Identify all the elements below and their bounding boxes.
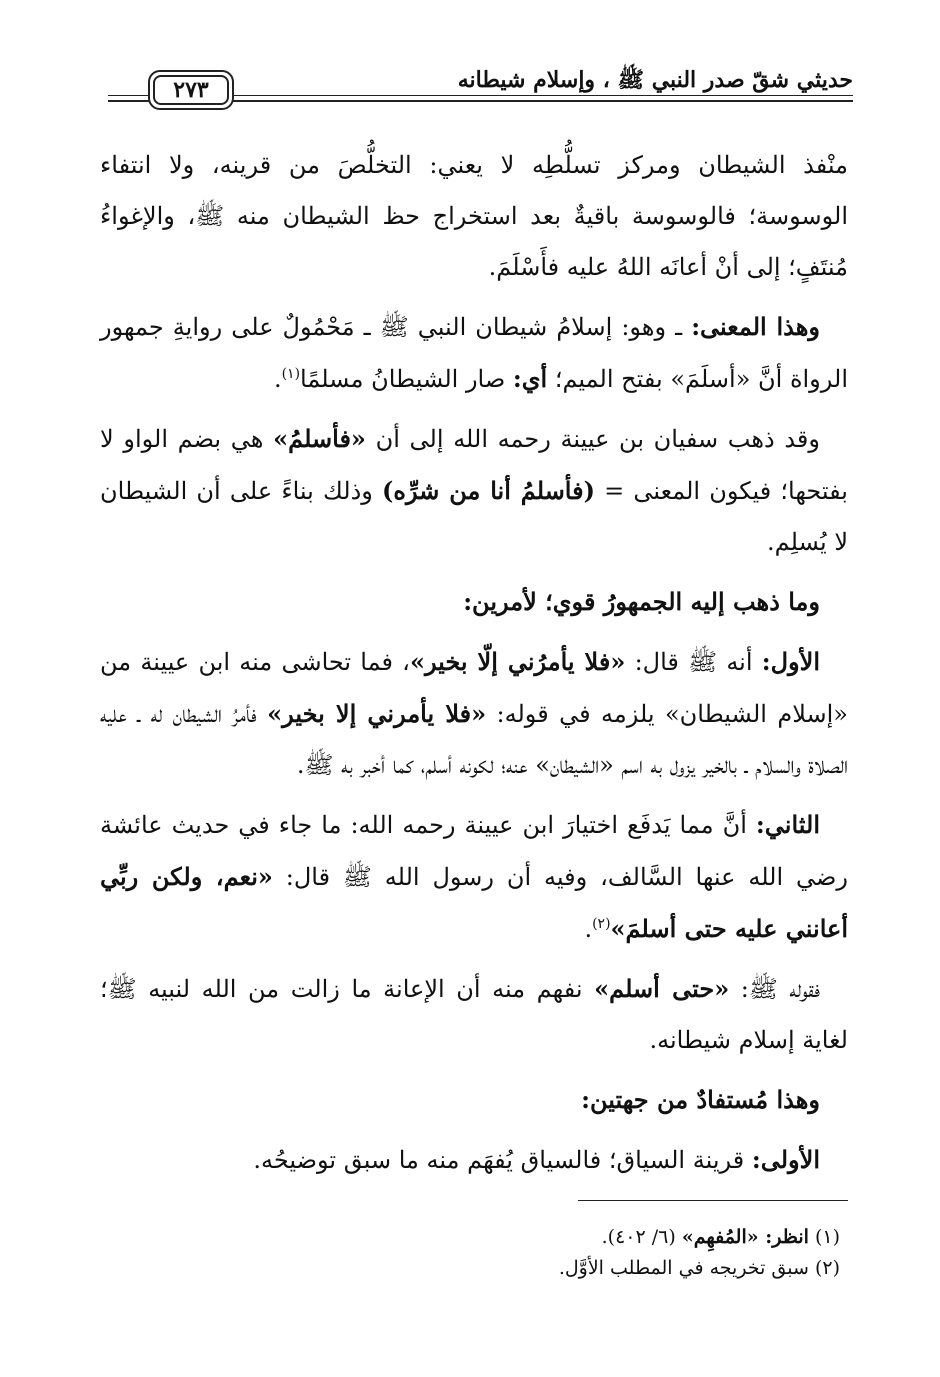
text-run: صار الشيطانُ مسلمًا bbox=[300, 365, 513, 393]
text-run: منْفذ الشيطان ومركز تسلُّطِه لا يعني: التخلُّصَ من قرينه، ولا انتفاء الوسوسة؛ فالوسوسة باقيةٌ بعد استخراج حظ الشيطان منه ﷺ، والإغواءُ مُنتَفٍ؛ إلى أنْ أعانَه اللهُ عليه فأَسْلَمَ. bbox=[100, 151, 848, 281]
footnote-text: (٦/ ٤٠٢). bbox=[601, 1226, 682, 1248]
text-run: وذلك بناءً على أن الشيطان لا يُسلِم. bbox=[100, 477, 848, 556]
page-number-frame bbox=[148, 70, 234, 110]
paragraph bbox=[100, 636, 848, 791]
text-run: . bbox=[273, 365, 282, 393]
footnote-number: (٢) bbox=[808, 1257, 840, 1279]
bold-run: وهذا مُستفادٌ من جهتين: bbox=[581, 1085, 820, 1114]
bold-run: الأولى: bbox=[751, 1145, 820, 1174]
text-run: هي بضم الواو لا بفتحها؛ فيكون المعنى = bbox=[100, 425, 848, 505]
bold-run: «فلا يأمرُني إلّا بخير» bbox=[409, 647, 626, 676]
text-run: فأمرُ الشيطان له ـ عليه الصلاة والسلام ـ بالخير يزول به اسم «الشيطان» عنه؛ لكونه أسلم، كما أخبر به ﷺ. bbox=[100, 700, 848, 779]
running-header bbox=[108, 58, 853, 118]
paragraph bbox=[100, 140, 848, 293]
paragraph bbox=[100, 963, 848, 1066]
text-run: ـ وهو: إسلامُ شيطان النبي ﷺ ـ مَحْمُولٌ على روايةِ جمهور الرواة أنَّ «أسلَمَ» بفتح الميم؛ bbox=[100, 313, 848, 393]
bold-run: أي: bbox=[512, 364, 548, 393]
text-run: أنَّ مما يَدفَع اختيارَ ابن عيينة رحمه الله: ما جاء في حديث عائشة رضي الله عنها السَّالف، وفيه أن رسول الله ﷺ قال: bbox=[100, 811, 848, 891]
paragraph bbox=[100, 1134, 848, 1186]
footnote-ref: (٢) bbox=[592, 916, 611, 932]
footnote bbox=[100, 1222, 840, 1253]
running-header-title: حديثي شقّ صدر النبي ﷺ ، وإسلام شيطانه bbox=[457, 67, 853, 93]
paragraph bbox=[100, 576, 848, 628]
footnote-text: سبق تخريجه في المطلب الأوَّل. bbox=[558, 1257, 809, 1279]
bold-run: «نعم، ولكن ربِّي أعانني عليه حتى أسلمَ» bbox=[100, 862, 848, 943]
bold-run: وما ذهب إليه الجمهورُ قوي؛ لأمرين: bbox=[463, 587, 820, 616]
footnote bbox=[100, 1253, 840, 1284]
bold-run: «فأسلمُ» bbox=[273, 424, 366, 453]
paragraph bbox=[100, 301, 848, 405]
footnote-separator bbox=[578, 1200, 848, 1201]
paragraph bbox=[100, 799, 848, 955]
bold-run: الأول: bbox=[761, 647, 820, 676]
text-run: قرينة السياق؛ فالسياق يُفهَم منه ما سبق توضيحُه. bbox=[253, 1146, 752, 1174]
text-run: وقد ذهب سفيان بن عيينة رحمه الله إلى أن bbox=[365, 425, 820, 453]
footnote-text: انظر: «المُفهِم» bbox=[681, 1226, 809, 1248]
bold-run: الثاني: bbox=[755, 810, 820, 839]
bold-run: «فلا يأمرني إلا بخير» bbox=[267, 699, 487, 728]
paragraph bbox=[100, 413, 848, 568]
bold-run: (فأسلمُ أنا من شرِّه) bbox=[382, 476, 595, 505]
body-text bbox=[100, 140, 848, 1194]
bold-run: «حتى أسلم» bbox=[594, 974, 730, 1003]
footnote-number: (١) bbox=[808, 1226, 840, 1248]
text-run: نفهم منه أن الإعانة ما زالت من الله لنبيه ﷺ؛ لغاية إسلام شيطانه. bbox=[100, 975, 848, 1054]
bold-run: وهذا المعنى: bbox=[691, 312, 821, 341]
footnote-ref: (١) bbox=[281, 366, 301, 382]
page-number: ٢٧٣ bbox=[153, 75, 229, 105]
text-run: فقوله ﷺ: bbox=[729, 975, 820, 1003]
text-run: أنه ﷺ قال: bbox=[625, 648, 762, 676]
text-run: ، فما تحاشى منه ابن عيينة من «إسلام الشيطان» يلزمه في قوله: bbox=[100, 648, 848, 728]
text-run: . bbox=[584, 915, 593, 943]
footnotes bbox=[100, 1222, 840, 1284]
paragraph bbox=[100, 1074, 848, 1126]
